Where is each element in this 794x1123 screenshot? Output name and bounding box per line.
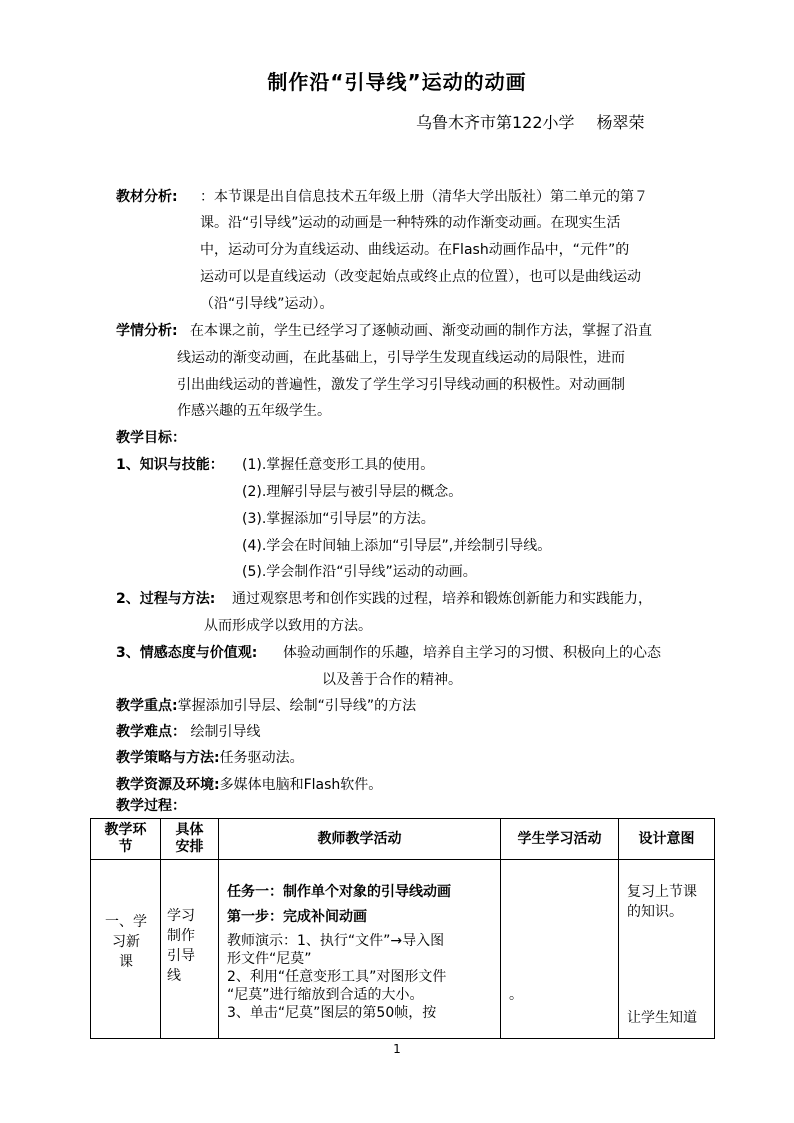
teacher-activity-line: 形文件“尼莫” xyxy=(227,951,312,967)
goals-heading: 教学目标： xyxy=(116,430,186,446)
header-stage-line: 教学环 xyxy=(104,822,147,838)
teacher-activity-line: “尼莫”进行缩放到合适的大小。 xyxy=(227,987,424,1003)
knowledge-item: (2).理解引导层与被引导层的概念。 xyxy=(242,484,463,500)
resources xyxy=(116,775,382,795)
cell-student-activity xyxy=(501,860,619,1039)
material-analysis-line: （沿“引导线”运动）。 xyxy=(200,296,334,312)
student-analysis-line: 在本课之前，学生已经学习了逐帧动画、渐变动画的制作方法，掌握了沿直 xyxy=(190,323,652,339)
emotion-label: 3、情感态度与价值观: xyxy=(116,645,258,661)
arrangement-line: 制作 xyxy=(167,928,195,944)
resources-text: 多媒体电脑和Flash软件。 xyxy=(219,777,383,793)
process-method-line: 从而形成学以致用的方法。 xyxy=(204,618,372,634)
difficulty-label: 教学难点： xyxy=(116,724,186,740)
step-title: 第一步：完成补间动画 xyxy=(227,909,367,925)
arrangement-line: 线 xyxy=(167,968,181,984)
process-heading: 教学过程： xyxy=(116,798,186,814)
teacher-activity-line: 教师演示：1、执行“文件”→导入图 xyxy=(227,933,445,949)
author-line xyxy=(416,110,645,133)
key-point xyxy=(116,696,416,716)
arrangement-line: 引导 xyxy=(167,948,195,964)
material-analysis-line: 运动可以是直线运动（改变起始点或终止点的位置），也可以是曲线运动 xyxy=(200,269,641,285)
knowledge-item: (4).学会在时间轴上添加“引导层”,并绘制引导线。 xyxy=(242,538,552,554)
key-point-text: 掌握添加引导层、绘制“引导线”的方法 xyxy=(177,698,417,714)
material-analysis-line: ：本节课是出自信息技术五年级上册（清华大学出版社）第二单元的第７ xyxy=(200,189,648,205)
key-point-label: 教学重点: xyxy=(116,698,178,714)
strategy xyxy=(116,748,304,768)
resources-label: 教学资源及环境: xyxy=(116,777,220,793)
teacher-activity-line: 3、单击“尼莫”图层的第50帧，按 xyxy=(227,1005,437,1021)
knowledge-item: (3).掌握添加“引导层”的方法。 xyxy=(242,511,435,527)
teacher-activity-line: 2、利用“任意变形工具”对图形文件 xyxy=(227,969,447,985)
teacher-name: 杨翠荣 xyxy=(596,113,645,132)
header-teacher-activity: 教师教学活动 xyxy=(219,819,501,860)
knowledge-label: 1、知识与技能： xyxy=(116,457,224,473)
student-analysis-label: 学情分析: xyxy=(116,323,178,339)
stage-line: 课 xyxy=(119,954,133,970)
arrangement-line: 学习 xyxy=(167,908,195,924)
stage-line: 习新 xyxy=(112,934,140,950)
teaching-process-table xyxy=(90,818,715,1039)
page-number: 1 xyxy=(393,1042,401,1056)
task-title: 任务一：制作单个对象的引导线动画 xyxy=(227,884,451,900)
cell-design-intent xyxy=(619,860,715,1039)
strategy-text: 任务驱动法。 xyxy=(219,750,304,766)
student-activity-text: 。 xyxy=(509,987,523,1003)
difficulty xyxy=(116,722,260,742)
design-intent-line: 的知识。 xyxy=(627,904,683,920)
header-arrangement xyxy=(161,819,219,860)
header-student-activity: 学生学习活动 xyxy=(501,819,619,860)
emotion-line: 体验动画制作的乐趣，培养自主学习的习惯、积极向上的心态 xyxy=(283,645,661,661)
difficulty-text: 绘制引导线 xyxy=(186,724,261,740)
header-design-intent: 设计意图 xyxy=(619,819,715,860)
design-intent-line: 让学生知道 xyxy=(627,1010,697,1026)
table-header-row xyxy=(91,819,715,860)
cell-stage xyxy=(91,860,161,1039)
student-analysis-line: 线运动的渐变动画，在此基础上，引导学生发现直线运动的局限性，进而 xyxy=(177,350,625,366)
material-analysis-line: 课。沿“引导线”运动的动画是一种特殊的动作渐变动画。在现实生活 xyxy=(200,215,621,231)
emotion-line: 以及善于合作的精神。 xyxy=(322,672,462,688)
cell-teacher-activity xyxy=(219,860,501,1039)
header-arrangement-line: 安排 xyxy=(175,839,204,855)
student-analysis-line: 引出曲线运动的普遍性，激发了学生学习引导线动画的积极性。对动画制 xyxy=(177,377,625,393)
cell-arrangement xyxy=(161,860,219,1039)
process-method-line: 通过观察思考和创作实践的过程，培养和锻炼创新能力和实践能力， xyxy=(232,591,652,607)
table-row xyxy=(91,860,715,1039)
student-analysis-line: 作感兴趣的五年级学生。 xyxy=(177,403,331,419)
material-analysis-label: 教材分析: xyxy=(116,189,178,205)
knowledge-item: (1).掌握任意变形工具的使用。 xyxy=(242,457,435,473)
header-stage-line: 节 xyxy=(118,839,133,855)
stage-line: 一、学 xyxy=(105,914,147,930)
header-stage xyxy=(91,819,161,860)
header-arrangement-line: 具体 xyxy=(175,822,204,838)
material-analysis-line: 中，运动可分为直线运动、曲线运动。在Flash动画作品中，“元件”的 xyxy=(200,242,630,258)
strategy-label: 教学策略与方法: xyxy=(116,750,220,766)
school-name: 乌鲁木齐市第122小学 xyxy=(416,113,575,132)
design-intent-line: 复习上节课 xyxy=(627,884,697,900)
process-method-label: 2、过程与方法: xyxy=(116,591,216,607)
page-title: 制作沿“引导线”运动的动画 xyxy=(267,70,527,94)
knowledge-item: (5).学会制作沿“引导线”运动的动画。 xyxy=(242,564,477,580)
